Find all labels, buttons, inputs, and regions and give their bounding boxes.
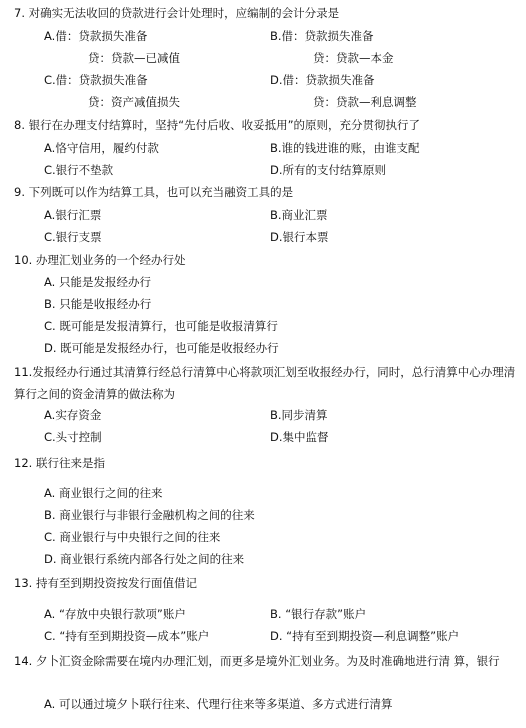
question-8-option-d: D.所有的支付结算原则 [270,163,387,177]
question-7-option-b: B.借：贷款损失准备 [270,29,374,43]
question-14-stem: 14. 夕卜汇资金除需要在境内办理汇划，而更多是境外汇划业务。为及时准确地进行清 算，银行 [14,654,500,668]
question-12-option-d: D. 商业银行系统内部各行处之间的往来 [44,552,245,566]
question-7-option-a: A.借：贷款损失准备 [44,29,148,43]
question-8-option-b: B.谁的钱进谁的账，由谁支配 [270,141,420,155]
question-7-stem: 7. 对确实无法收回的贷款进行会计处理时，应编制的会计分录是 [14,6,340,20]
question-12-option-b: B. 商业银行与非银行金融机构之间的往来 [44,508,255,522]
question-12-option-a: A. 商业银行之间的往来 [44,486,163,500]
question-13-option-d: D. “持有至到期投资—利息调整”账户 [270,629,460,643]
question-11-stem: 11.发报经办行通过其清算行经总行清算中心将款项汇划至收报经办行，同时，总行清算中心办理清算行之间的资金清算的做法称为 [14,365,516,401]
question-12-option-c: C. 商业银行与中央银行之间的往来 [44,530,221,544]
question-8-stem: 8. 银行在办理支付结算时，坚持“先付后收、收妥抵用”的原则，充分贯彻执行了 [14,118,421,132]
question-11-option-b: B.同步清算 [270,408,328,422]
question-14-option-a: A. 可以通过境夕卜联行往来、代理行往来等多渠道、多方式进行清算 [44,697,393,711]
question-10-option-c: C. 既可能是发报清算行，也可能是收报清算行 [44,319,278,333]
question-7-option-d-credit: 贷：贷款—利息调整 [313,95,417,109]
question-11-option-d: D.集中监督 [270,430,329,444]
question-7-option-c: C.借：贷款损失准备 [44,73,148,87]
question-9-stem: 9. 下列既可以作为结算工具，也可以充当融资工具的是 [14,185,294,199]
question-10-stem: 10. 办理汇划业务的一个经办行处 [14,253,186,267]
question-12-stem: 12. 联行往来是指 [14,456,105,470]
question-7-option-a-credit: 贷：贷款—已减值 [88,51,180,65]
question-13-option-a: A. “存放中央银行款项”账户 [44,607,186,621]
question-11-option-a: A.实存资金 [44,408,102,422]
question-13-option-b: B. “银行存款”账户 [270,607,367,621]
question-10-option-a: A. 只能是发报经办行 [44,275,151,289]
question-9-option-c: C.银行支票 [44,230,102,244]
question-8-option-a: A.恪守信用，履约付款 [44,141,159,155]
question-10-option-b: B. 只能是收报经办行 [44,297,152,311]
question-7-option-c-credit: 贷：资产减值损失 [88,95,180,109]
question-9-option-b: B.商业汇票 [270,208,328,222]
question-11-option-c: C.头寸控制 [44,430,102,444]
question-13-stem: 13. 持有至到期投资按发行面值借记 [14,576,197,590]
question-9-option-a: A.银行汇票 [44,208,102,222]
question-8-option-c: C.银行不垫款 [44,163,114,177]
question-13-option-c: C. “持有至到期投资—成本”账户 [44,629,210,643]
question-7-option-d: D.借：贷款损失准备 [270,73,375,87]
question-10-option-d: D. 既可能是发报经办行，也可能是收报经办行 [44,341,279,355]
question-9-option-d: D.银行本票 [270,230,329,244]
question-7-option-b-credit: 贷：贷款—本金 [313,51,394,65]
